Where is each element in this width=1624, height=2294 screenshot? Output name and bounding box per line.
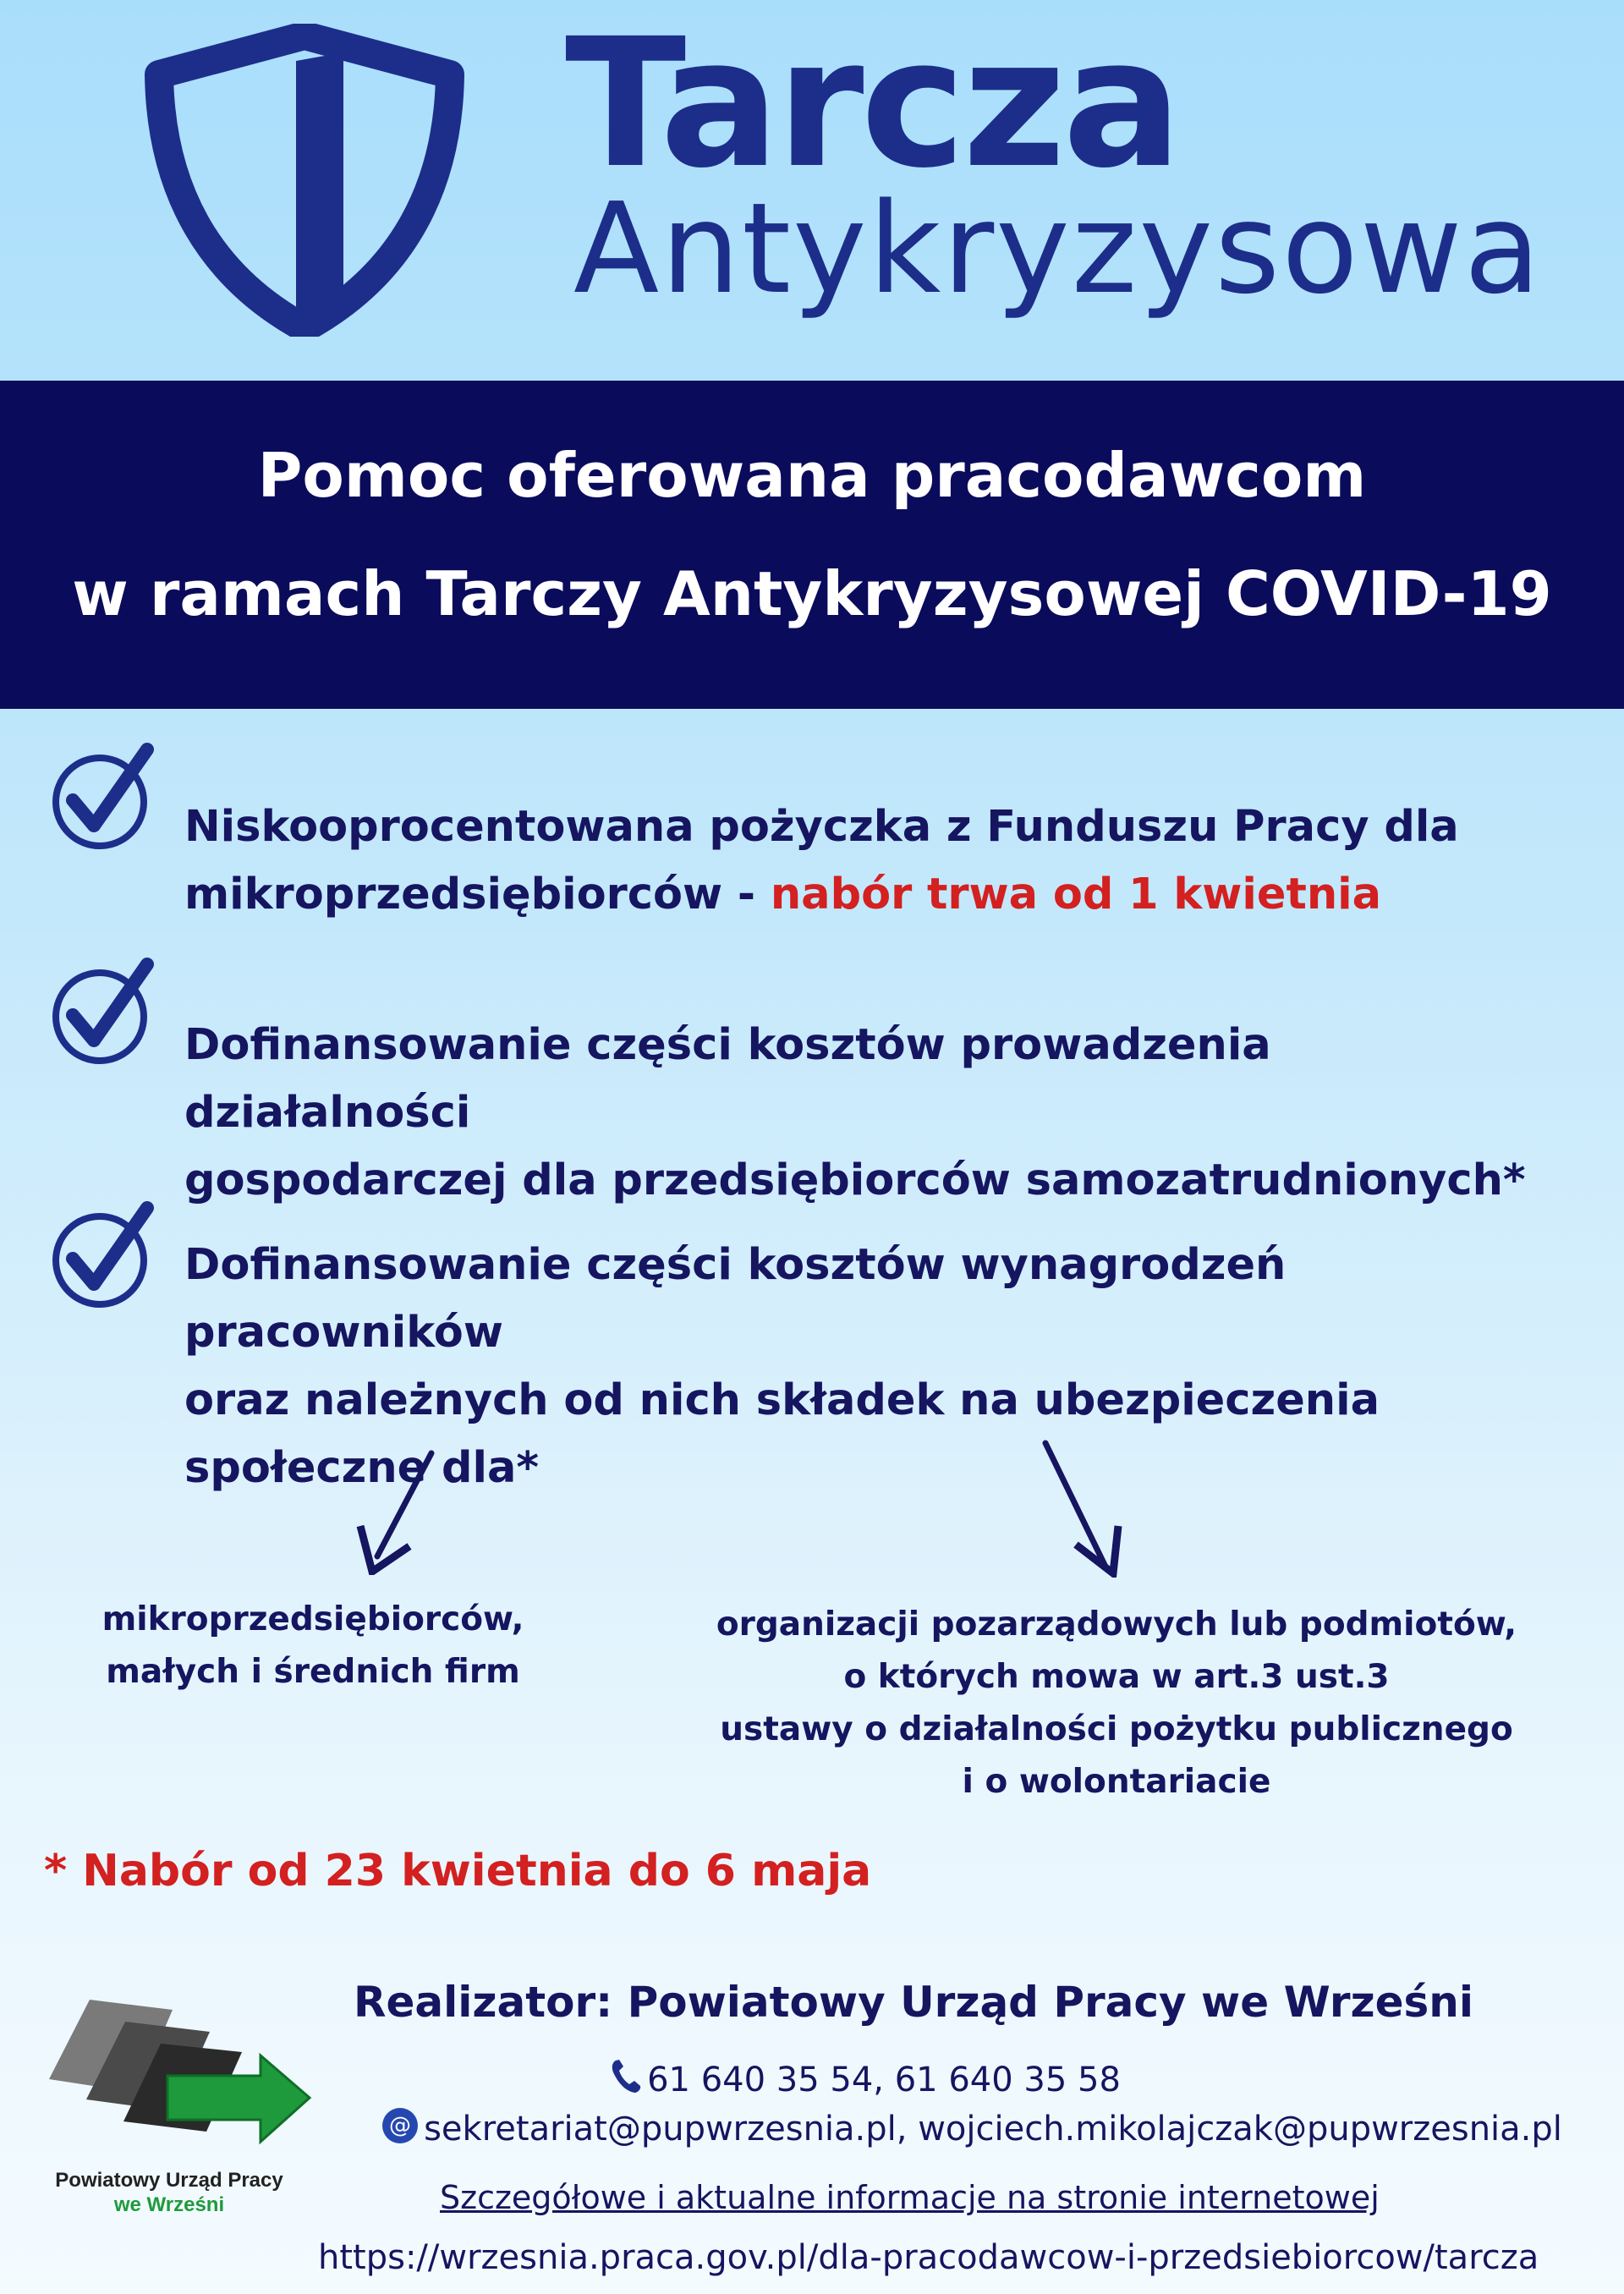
pup-logo-icon (42, 1988, 313, 2174)
item-2-line-2: gospodarczej dla przedsiębiorców samozatrudnionych* (184, 1155, 1526, 1205)
realizator-line: Realizator: Powiatowy Urząd Pracy we Wrześni (353, 1978, 1474, 2027)
target-left (102, 1594, 524, 1699)
item-3-line-1: Dofinansowanie części kosztów wynagrodzeń pracowników (184, 1240, 1287, 1358)
target-right-line-3: ustawy o działalności pożytku publicznego (720, 1710, 1513, 1748)
email-row (381, 2106, 1607, 2149)
target-right-line-4: i o wolontariacie (962, 1763, 1271, 1801)
item-2-line-1: Dofinansowanie części kosztów prowadzenia działalności (184, 1020, 1271, 1138)
deadline-note: * Nabór od 23 kwietnia do 6 maja (44, 1846, 872, 1896)
banner-line-2: w ramach Tarczy Antykryzysowej COVID-19 (72, 558, 1552, 629)
logo-caption-line-1: Powiatowy Urząd Pracy (55, 2169, 283, 2192)
arrow-down-icon (355, 1448, 448, 1575)
phone-icon (609, 2057, 643, 2094)
page-subtitle: Antykryzysowa (573, 176, 1543, 321)
check-circle-icon (47, 741, 157, 851)
target-right-line-2: o których mowa w art.3 ust.3 (843, 1658, 1390, 1696)
item-3-line-2: oraz należnych od nich składek na ubezpieczenia (184, 1375, 1380, 1425)
at-sign-icon (381, 2106, 420, 2145)
target-right-line-1: organizacji pozarządowych lub podmiotów, (716, 1605, 1517, 1644)
banner-line-1: Pomoc oferowana pracodawcom (257, 440, 1367, 511)
email-addresses[interactable]: sekretariat@pupwrzesnia.pl, wojciech.mikolajczak@pupwrzesnia.pl (424, 2110, 1562, 2149)
item-1-line-1: Niskooprocentowana pożyczka z Funduszu Pracy dla (184, 802, 1459, 852)
list-item (184, 1012, 1572, 1215)
target-right (694, 1599, 1539, 1808)
logo-caption-line-2: we Wrześni (113, 2192, 225, 2216)
list-item (184, 793, 1572, 929)
svg-text:@: @ (389, 2113, 411, 2138)
target-left-line-2: małych i średnich firm (106, 1653, 520, 1691)
shield-icon (144, 24, 465, 337)
check-circle-icon (47, 956, 157, 1066)
arrow-down-icon (1034, 1438, 1127, 1578)
website-url[interactable]: https://wrzesnia.praca.gov.pl/dla-pracodawcow-i-przedsiebiorcow/tarcza (318, 2238, 1539, 2277)
phone-numbers[interactable]: 61 640 35 54, 61 640 35 58 (647, 2061, 1121, 2099)
item-1-line-2 (184, 861, 1572, 929)
page-title: Tarcza (565, 0, 1179, 207)
phone-row (609, 2057, 1590, 2099)
logo-caption (25, 2169, 313, 2218)
title-banner (0, 381, 1624, 709)
target-left-line-1: mikroprzedsiębiorców, (102, 1600, 524, 1638)
item-3-line-3: społeczne dla* (184, 1443, 540, 1493)
item-1-text: mikroprzedsiębiorców - (184, 870, 771, 919)
check-circle-icon (47, 1199, 157, 1309)
item-1-highlight: nabór trwa od 1 kwietnia (770, 870, 1382, 919)
info-link-text[interactable]: Szczegółowe i aktualne informacje na stronie internetowej (440, 2179, 1380, 2216)
